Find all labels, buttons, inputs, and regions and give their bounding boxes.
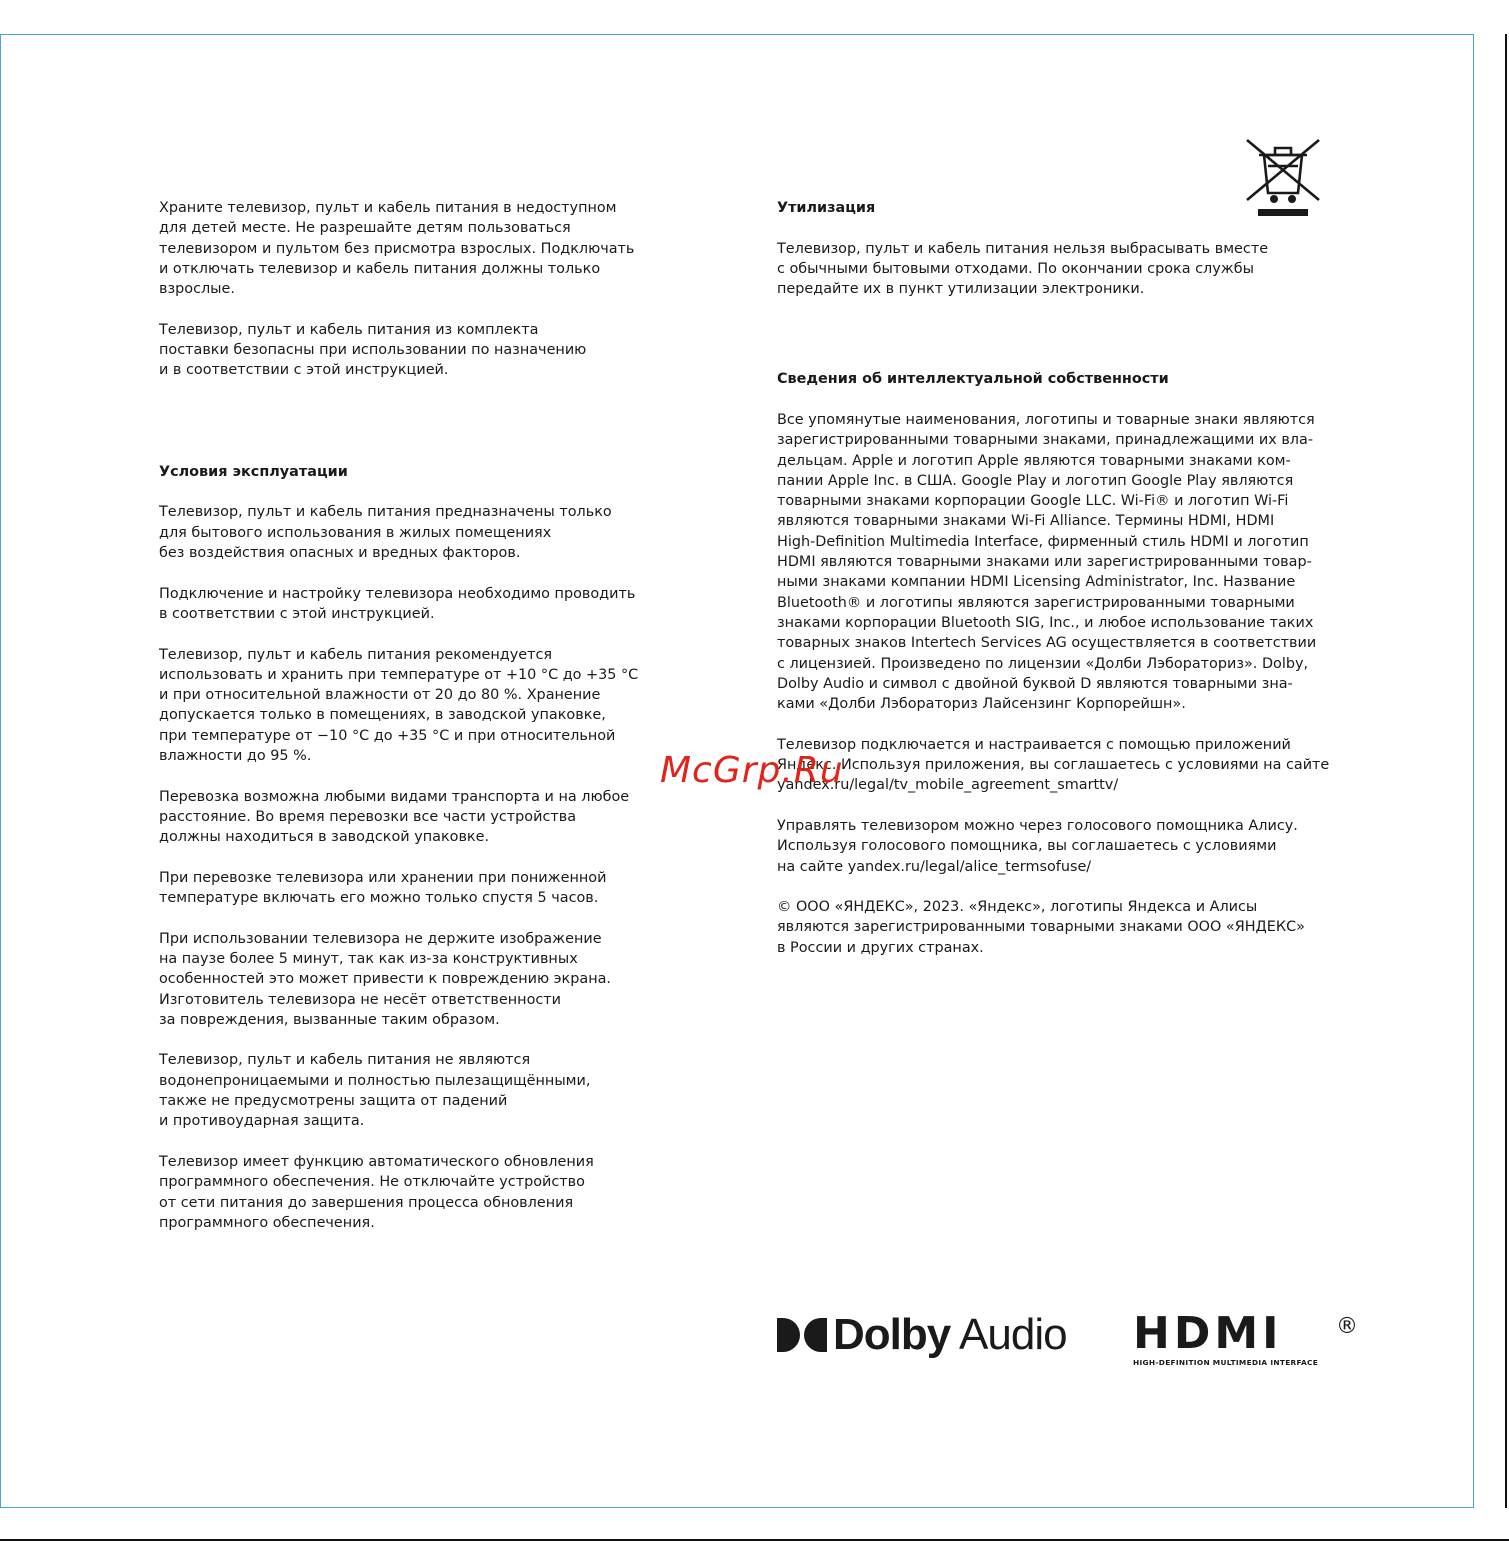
text-line: на паузе более 5 минут, так как из-за конструктивных — [159, 950, 578, 967]
watermark-text: McGrp.Ru — [660, 750, 844, 791]
hdmi-wordmark: HDMI — [1133, 1308, 1283, 1359]
text-line: программного обеспечения. Не отключайте устройство — [159, 1174, 585, 1191]
text-line: При использовании телевизора не держите изображение — [159, 930, 602, 947]
text-line: товарными знаками корпорации Google LLC. Wi-Fi® и логотип Wi-Fi — [777, 493, 1289, 510]
text-line: и при относительной влажности от 20 до 80 %. Хранение — [159, 687, 601, 704]
paragraph-setup — [159, 584, 679, 625]
text-line: Перевозка возможна любыми видами транспорта и на любое — [159, 788, 630, 805]
paragraph-temperature — [159, 645, 679, 767]
hdmi-logo — [1133, 1308, 1358, 1367]
paragraph-water-protection — [159, 1050, 679, 1131]
text-line: от сети питания до завершения процесса обновления — [159, 1194, 574, 1211]
text-line: Телевизор, пульт и кабель питания предназначены только — [159, 504, 612, 521]
text-line: Bluetooth® и логотипы являются зарегистрированными товарными — [777, 594, 1295, 611]
text-line: с обычными бытовыми отходами. По окончании срока службы — [777, 260, 1254, 277]
text-line: Телевизор имеет функцию автоматического обновления — [159, 1153, 594, 1170]
text-line: являются зарегистрированными товарными знаками ООО «ЯНДЕКС» — [777, 919, 1305, 936]
paragraph-copyright — [777, 897, 1357, 958]
text-line: использовать и хранить при температуре от +10 °C до +35 °C — [159, 666, 639, 683]
text-line: ными знаками компании HDMI Licensing Administrator, Inc. Название — [777, 574, 1296, 591]
text-line: Используя голосового помощника, вы соглашаетесь с условиями — [777, 838, 1277, 855]
paragraph-disposal — [777, 239, 1357, 300]
text-line: Телевизор подключается и настраивается с помощью приложений — [777, 736, 1291, 753]
text-line: для бытового использования в жилых помещениях — [159, 524, 552, 541]
hdmi-subtitle: HIGH-DEFINITION MULTIMEDIA INTERFACE — [1133, 1358, 1319, 1367]
text-line: поставки безопасны при использовании по назначению — [159, 342, 587, 359]
text-line: товарных знаков Intertech Services AG осуществляется в соответствии — [777, 635, 1317, 652]
text-line: в соответствии с этой инструкцией. — [159, 605, 435, 622]
text-line: программного обеспечения. — [159, 1214, 375, 1231]
paragraph-cold-start — [159, 868, 679, 909]
text-line: Телевизор, пульт и кабель питания нельзя выбрасывать вместе — [777, 240, 1269, 257]
hdmi-registered-mark: ® — [1336, 1314, 1358, 1339]
text-line: High-Definition Multimedia Interface, фирменный стиль HDMI и логотип — [777, 533, 1309, 550]
dolby-double-d-icon — [777, 1318, 827, 1352]
paragraph-trademarks — [777, 410, 1357, 714]
text-line: Храните телевизор, пульт и кабель питания в недоступном — [159, 200, 617, 216]
text-line: должны находиться в заводской упаковке. — [159, 829, 490, 846]
paragraph-household-use — [159, 502, 679, 563]
text-line: влажности до 95 %. — [159, 748, 312, 765]
text-line: Dolby Audio и символ с двойной буквой D являются товарными зна- — [777, 675, 1293, 692]
text-line: и отключать телевизор и кабель питания должны только — [159, 260, 601, 277]
text-line: для детей месте. Не разрешайте детям пользоваться — [159, 220, 571, 237]
paragraph-safe-use — [159, 320, 679, 381]
heading-operating-conditions: Условия эксплуатации — [159, 463, 348, 480]
page-edge-bottom — [0, 1539, 1509, 1541]
text-line: HDMI являются товарными знаками или зарегистрированными товар- — [777, 554, 1312, 571]
text-line: допускается только в помещениях, в заводской упаковке, — [159, 707, 606, 724]
text-line: зарегистрированными товарными знаками, принадлежащими их вла- — [777, 432, 1314, 449]
text-line: Телевизор, пульт и кабель питания рекомендуется — [159, 646, 553, 663]
text-line: Подключение и настройку телевизора необходимо проводить — [159, 585, 636, 602]
text-line: при температуре от −10 °C до +35 °C и при относительной — [159, 727, 616, 744]
text-line: Изготовитель телевизора не несёт ответственности — [159, 991, 562, 1008]
page-edge-right — [1505, 34, 1507, 1508]
text-line: При перевозке телевизора или хранении при пониженной — [159, 869, 607, 886]
left-column — [159, 198, 679, 1233]
crossed-out-bin-icon — [1244, 137, 1322, 219]
text-line: ками «Долби Лэбораториз Лайсензинг Корпорейшн». — [777, 696, 1186, 713]
text-line: передайте их в пункт утилизации электроники. — [777, 281, 1145, 298]
text-line: за повреждения, вызванные таким образом. — [159, 1011, 500, 1028]
text-line: водонепроницаемыми и полностью пылезащищёнными, — [159, 1072, 591, 1089]
paragraph-alice — [777, 816, 1357, 877]
paragraph-auto-update — [159, 1152, 679, 1233]
heading-disposal: Утилизация — [777, 200, 876, 216]
text-line: без воздействия опасных и вредных факторов. — [159, 545, 521, 562]
text-line: и в соответствии с этой инструкцией. — [159, 362, 449, 379]
text-line: и противоударная защита. — [159, 1113, 365, 1130]
text-line: Яндекс. Используя приложения, вы соглашаетесь с условиями на сайте — [777, 757, 1330, 774]
text-line: температуре включать его можно только спустя 5 часов. — [159, 890, 599, 907]
paragraph-pause-warning — [159, 929, 679, 1030]
text-line: особенностей это может привести к повреждению экрана. — [159, 971, 612, 988]
text-line: знаками корпорации Bluetooth SIG, Inc., и любое использование таких — [777, 614, 1314, 631]
text-line: Телевизор, пульт и кабель питания не являются — [159, 1052, 531, 1069]
text-line: Все упомянутые наименования, логотипы и товарные знаки являются — [777, 411, 1315, 428]
text-line: также не предусмотрены защита от падений — [159, 1093, 508, 1110]
heading-intellectual-property: Сведения об интеллектуальной собственности — [777, 371, 1169, 388]
dolby-wordmark-bold: Dolby — [833, 1310, 951, 1359]
dolby-audio-logo — [777, 1310, 1067, 1360]
text-line: © ООО «ЯНДЕКС», 2023. «Яндекс», логотипы Яндекса и Алисы — [777, 899, 1258, 916]
text-line: yandex.ru/legal/tv_mobile_agreement_smarttv/ — [777, 777, 1119, 794]
text-line: с лицензией. Произведено по лицензии «Долби Лэбораториз». Dolby, — [777, 655, 1309, 672]
dolby-wordmark-light: Audio — [950, 1310, 1067, 1359]
text-line: телевизором и пультом без присмотра взрослых. Подключать — [159, 240, 635, 257]
text-line: на сайте yandex.ru/legal/alice_termsofuse/ — [777, 858, 1092, 875]
text-line: в России и других странах. — [777, 939, 984, 956]
text-line: дельцам. Apple и логотип Apple являются товарными знаками ком- — [777, 452, 1291, 469]
text-line: расстояние. Во время перевозки все части устройства — [159, 808, 577, 825]
paragraph-yandex-apps — [777, 735, 1357, 796]
paragraph-transport — [159, 787, 679, 848]
text-line: взрослые. — [159, 281, 235, 298]
text-line: Управлять телевизором можно через голосового помощника Алису. — [777, 817, 1298, 834]
text-line: Телевизор, пульт и кабель питания из комплекта — [159, 321, 539, 338]
text-line: являются товарными знаками Wi-Fi Alliance. Термины HDMI, HDMI — [777, 513, 1275, 530]
paragraph-child-safety — [159, 198, 679, 299]
right-column — [777, 198, 1357, 958]
text-line: пании Apple Inc. в США. Google Play и логотип Google Play являются — [777, 472, 1294, 489]
dolby-audio-wordmark — [833, 1310, 1067, 1360]
